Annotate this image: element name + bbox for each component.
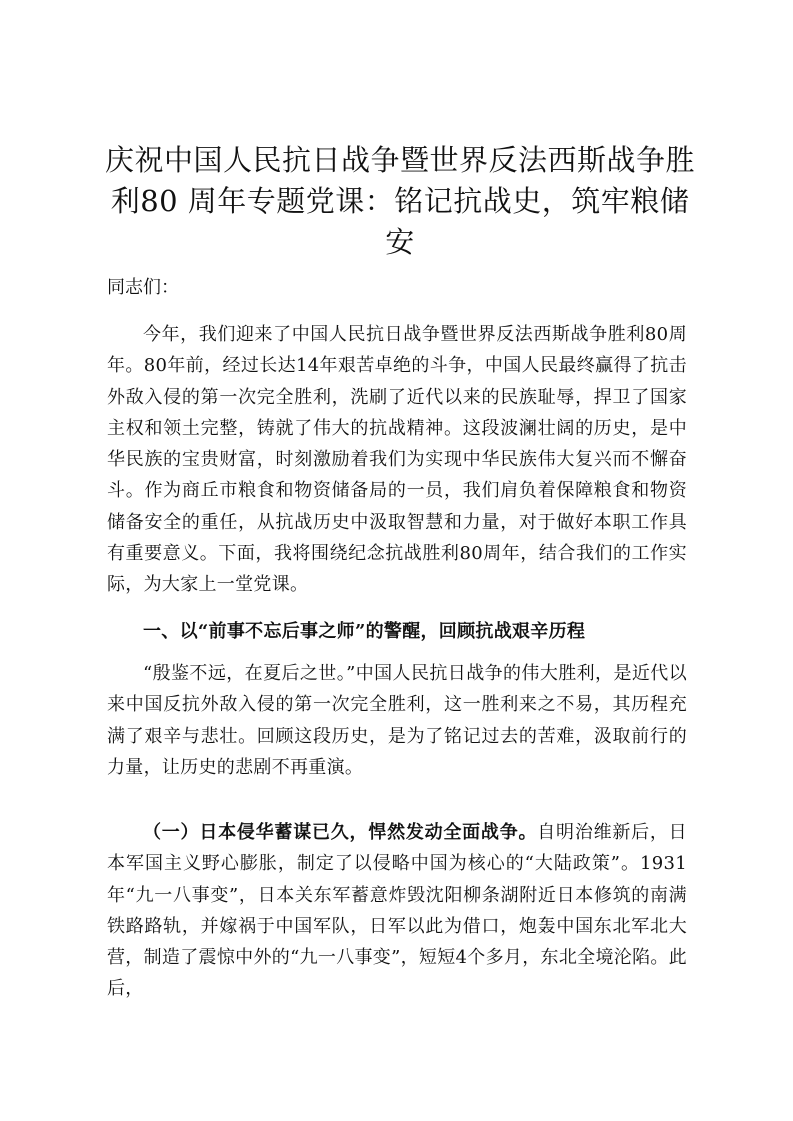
- section-heading-1: 一、以“前事不忘后事之师”的警醒，回顾抗战艰辛历程: [143, 621, 586, 642]
- document-title: 庆祝中国人民抗日战争暨世界反法西斯战争胜利80 周年专题党课：铭记抗战史，筑牢粮储安: [104, 143, 695, 259]
- subsection-1-lead: （一）日本侵华蓄谋已久，悍然发动全面战争。: [143, 822, 538, 843]
- salutation: 同志们：: [107, 277, 179, 298]
- subsection-1-text: 自明治维新后，日本军国主义野心膨胀，制定了以侵略中国为核心的“大陆政策”。1931年“九一八事变”，日本关东军蓄意炸毁沈阳柳条湖附近日本修筑的南满铁路路轨，并嫁祸于中国军队，日军以此为借口，炮轰中国东北军北大营，制造了震惊中外的“九一八事变”，短短4个多月，东北全境沦陷。此后，: [107, 822, 687, 1000]
- section-1-paragraph: “殷鉴不远，在夏后之世。”中国人民抗日战争的伟大胜利，是近代以来中国反抗外敌入侵的第一次完全胜利，这一胜利来之不易，其历程充满了艰辛与悲壮。回顾这段历史，是为了铭记过去的苦难，汲取前行的力量，让历史的悲剧不再重演。: [107, 663, 687, 778]
- subsection-1-paragraph: [107, 817, 687, 1005]
- intro-paragraph: 今年，我们迎来了中国人民抗日战争暨世界反法西斯战争胜利80周年。80年前，经过长达14年艰苦卓绝的斗争，中国人民最终赢得了抗击外敌入侵的第一次完全胜利，洗刷了近代以来的民族耻辱，捍卫了国家主权和领土完整，铸就了伟大的抗战精神。这段波澜壮阔的历史，是中华民族的宝贵财富，时刻激励着我们为实现中华民族伟大复兴而不懈奋斗。作为商丘市粮食和物资储备局的一员，我们肩负着保障粮食和物资储备安全的重任，从抗战历史中汲取智慧和力量，对于做好本职工作具有重要意义。下面，我将围绕纪念抗战胜利80周年，结合我们的工作实际，为大家上一堂党课。: [107, 324, 687, 596]
